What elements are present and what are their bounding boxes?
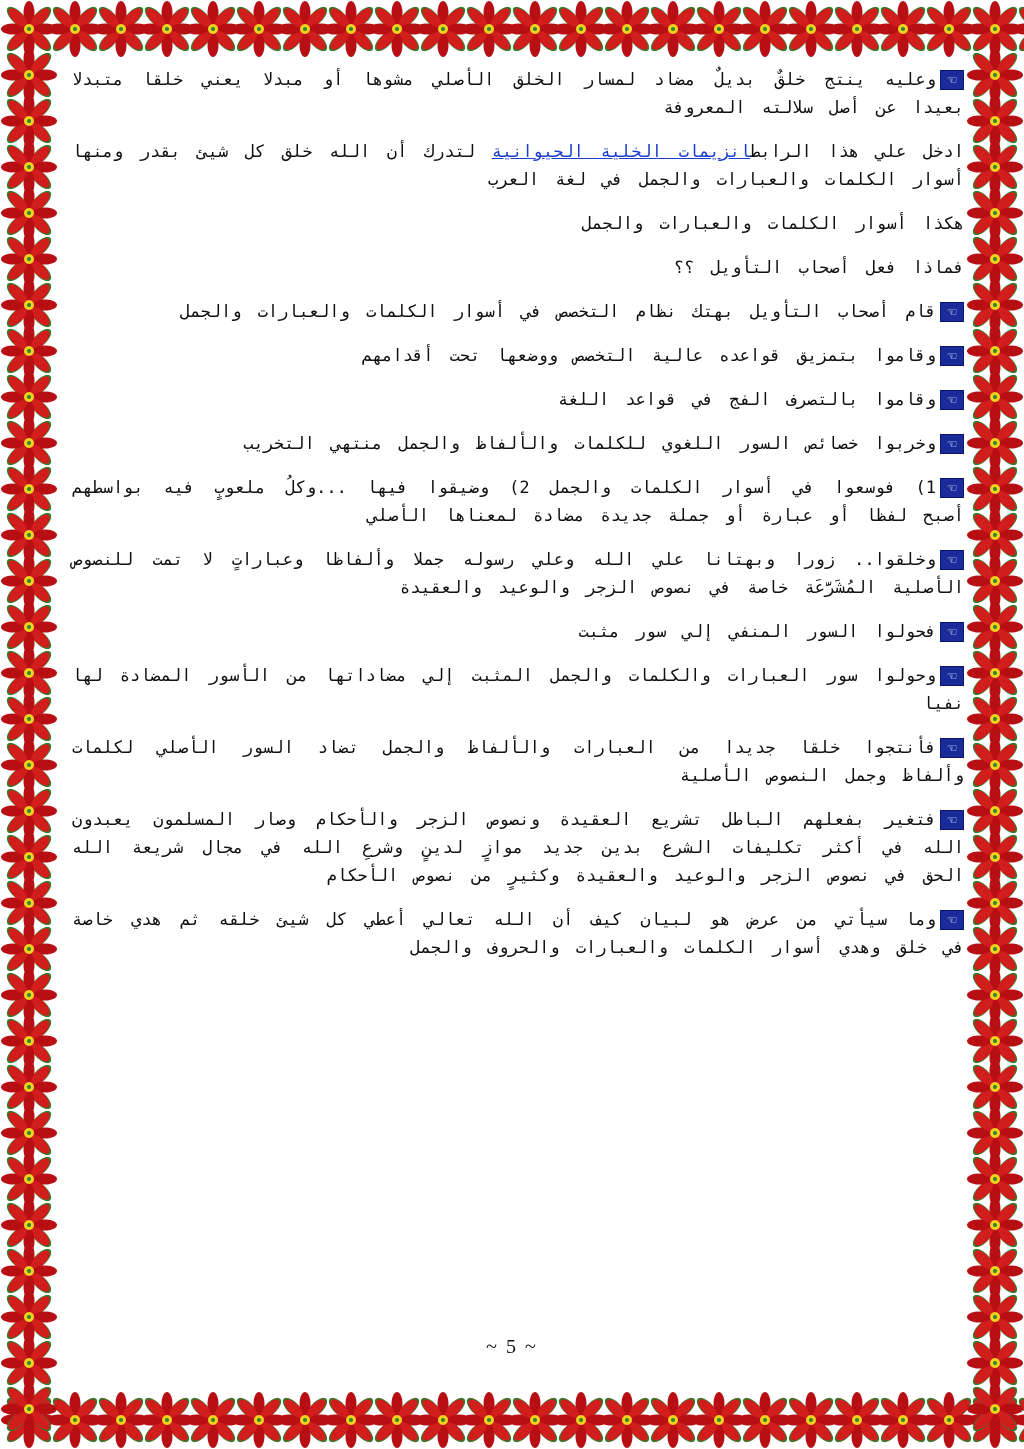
border-left	[0, 0, 60, 1449]
paragraph-text: قام أصحاب التأويل بهتك نظام التخصص في أسوار الكلمات والعبارات والجمل	[180, 302, 936, 322]
enzymes-link[interactable]: انزيمات الخلية الحيوانية	[491, 142, 751, 162]
paragraph-text: وخربوا خصائص السور اللغوي للكلمات والألفاظ والجمل منتهي التخريب	[243, 434, 936, 454]
pointing-hand-icon: ☜	[940, 478, 964, 498]
paragraph-1	[72, 66, 964, 122]
paragraph-text: وخلقوا.. زورا وبهتانا علي الله وعلي رسوله جملا وألفاظا وعباراتٍ لا تمت للنصوص الأصلية المُشَرَّعَة خاصة في نصوص الزجر والوعيد والعقيدة	[72, 550, 964, 598]
pointing-hand-icon: ☜	[940, 434, 964, 454]
poinsettia-flower	[0, 1380, 58, 1438]
pointing-hand-icon: ☜	[940, 810, 964, 830]
pointing-hand-icon: ☜	[940, 666, 964, 686]
paragraph-12	[72, 662, 964, 718]
paragraph-11	[72, 618, 964, 646]
pointing-hand-icon: ☜	[940, 622, 964, 642]
paragraph-14	[72, 806, 964, 890]
paragraph-8	[72, 430, 964, 458]
paragraph-text: وما سيأتي من عرض هو لبيان كيف أن الله تعالي أعطي كل شيئ خلقه ثم هدي خاصة في خلق وهدي أسوار الكلمات والعبارات والحروف والجمل	[72, 910, 964, 958]
poinsettia-flower	[966, 1380, 1024, 1438]
paragraph-2	[72, 138, 964, 194]
paragraph-text: فتغير بفعلهم الباطل تشريع العقيدة ونصوص الزجر والأحكام وصار المسلمون يعبدون الله في أكثر تكليفات الشرع بدين جديد موازٍ لدينٍ وشرعِ الله في مجال شريعة الله الحق في نصوص الزجر والوعيد والعقيدة وكثيرٍ من نصوص الأحكام	[72, 810, 964, 886]
page-content	[72, 58, 964, 1378]
page-number: ~ 5 ~	[486, 1336, 538, 1358]
pointing-hand-icon: ☜	[940, 910, 964, 930]
paragraph-13	[72, 734, 964, 790]
paragraph-text: فماذا فعل أصحاب التأويل ؟؟	[673, 258, 964, 278]
pointing-hand-icon: ☜	[940, 550, 964, 570]
paragraph-3	[72, 210, 964, 238]
pointing-hand-icon: ☜	[940, 346, 964, 366]
paragraph-15	[72, 906, 964, 962]
paragraph-text: وعليه ينتج خلقٌ بديلٌ مضاد لمسار الخلق الأصلي مشوها أو مبدلا يعني خلقا متبدلا بعيدا عن أصل سلالته المعروفة	[72, 70, 964, 118]
paragraph-text: لتدرك أن الله خلق كل شيئ بقدر ومنها أسوار الكلمات والعبارات والجمل في لغة العرب	[72, 142, 964, 190]
paragraph-4	[72, 254, 964, 282]
paragraph-text: فأنتجوا خلقا جديدا من العبارات والألفاظ والجمل تضاد السور الأصلي لكلمات وألفاظ وجمل النصوص الأصلية	[72, 738, 964, 786]
paragraph-9	[72, 474, 964, 530]
pointing-hand-icon: ☜	[940, 390, 964, 410]
pointing-hand-icon: ☜	[940, 738, 964, 758]
border-bottom	[0, 1391, 1024, 1449]
paragraph-text: هكذا أسوار الكلمات والعبارات والجمل	[581, 214, 964, 234]
border-top	[0, 0, 1024, 58]
paragraph-7	[72, 386, 964, 414]
paragraph-text: فحولوا السور المنفي إلي سور مثبت	[578, 622, 936, 642]
border-right	[964, 0, 1024, 1449]
paragraph-5	[72, 298, 964, 326]
paragraph-text: ادخل علي هذا الرابط	[750, 142, 964, 162]
paragraph-text: وقاموا بالتصرف الفج في قواعد اللغة	[558, 390, 936, 410]
paragraph-text: 1) فوسعوا في أسوار الكلمات والجمل 2) وضيقوا فيها ...وكلُ ملعوبٍ فيه بواسطهم أصبح لفظا أو عبارة أو جملة جديدة مضادة لمعناها الأصلي	[72, 478, 964, 526]
paragraph-text: وحولوا سور العبارات والكلمات والجمل المثبت إلي مضاداتها من الأسور المضادة لها نفيا	[72, 666, 964, 714]
paragraph-10	[72, 546, 964, 602]
pointing-hand-icon: ☜	[940, 70, 964, 90]
paragraph-6	[72, 342, 964, 370]
paragraph-text: وقاموا بتمزيق قواعده عالية التخصص ووضعها تحت أقدامهم	[361, 346, 936, 366]
pointing-hand-icon: ☜	[940, 302, 964, 322]
